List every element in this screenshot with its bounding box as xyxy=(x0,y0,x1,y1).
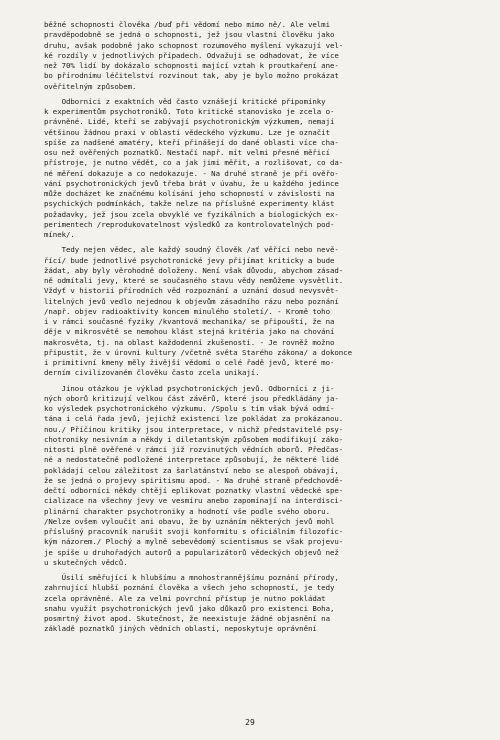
paragraph: Tedy nejen vědec, ale každý soudný člověk /ať věřící nebo nevě- řící/ bude jednotlivé psychotronické jevy přijímat kriticky a bude žádat, aby byly věrohodně doloženy. Není však důvodu, abychom zásad- ně odmítali jevy, které se současného stavu vědy nemůžeme vysvětlit. Vždyť v historii přírodních věd rozpoznání a uznání dosud nevysvět- litelných jevů vedlo nejednou k objevům zásadního rázu nebo poznání /např. objev radioaktivity koncem minulého století/. - Kromě toho i v rámci současné fyziky /kvantová mechanika/ se připouští, že na děje v mikrosvětě se nemohou klást stejná kritéria jako na chování makrosvěta, tj. na oblast každodenní zkušenosti. - Je rovněž možno připustit, že v úrovni kultury /včetně světa Starého zákona/ a dokonce i primitivní kmeny měly živější vědomí o celé řadě jevů, které mo- derním civilizovaném člověku často zcela unikají. xyxy=(44,245,352,378)
paragraph: běžné schopnosti člověka /buď při vědomí nebo mimo ně/. Ale velmi pravděpodobně se jedná o schopnosti, jež jsou vlastní člověku jako druhu, avšak podobně jako schopnost rozumového myšlení vykazují vel- ké rozdíly v jednotlivých případech. Odvažuji se odhadovat, že více než 70% lidí by dokázalo schopnosti mající vztah k proutkaření ane- bo přírodnímu léčitelství rozvinout tak, aby je bylo možno prokázat ověřitelným způsobem. xyxy=(44,20,344,91)
paragraph: Odborníci z exaktních věd často vznášejí kritické připomínky k experimentům psychotroniků. Toto kritické stanovisko je zcela o- právněné. Lidé, kteří se zabývají psychotronickým výzkumem, nemají většinou žádnou praxi v oblasti vědeckého výzkumu. Lze je označit spíše za nadšené amatéry, kteří přinášejí do dané oblasti více cha- osu než ověřených poznatků. Nestačí např. mít velmi přesné měřicí přístroje, je nutno vědět, co a jak jimi měřit, a rozlišovat, co da- né měření dokazuje a co nedokazuje. - Na druhé straně je při ověřo- vání psychotronických jevů třeba brát v úvahu, že u každého jedince může docházet ke značnému kolísání jeho schopností v závislosti na psychických podmínkách, takže nelze na příslušné experimenty klást požadavky, jež jsou zcela obvyklé ve fyzikálních a biologických ex- perimentech /reprodukovatelnost výsledků za kontrolovatelných pod- mínek/. xyxy=(44,96,344,239)
paragraph: Úsilí směřující k hlubšímu a mnohostrannějšímu poznání přírody, zahrnující hlubší poznání člověka a všech jeho schopností, je tedy zcela oprávněné. Ale za velmi povrchní přístup je nutno pokládat snahu využít psychotronických jevů jako důkazů pro existenci Boha, posmrtný život apod. Skutečnost, že neexistuje žádné objasnění na základě poznatků jiných vědních oblastí, neposkytuje oprávnění xyxy=(44,573,339,634)
page-number: 29 xyxy=(245,718,255,727)
paragraph: Jinou otázkou je výklad psychotronických jevů. Odborníci z ji- ných oborů kritizují velkou část závěrů, které jsou předkládány ja- ko výsledek psychotronického výzkumu. /Spolu s tím však bývá odmí- tána i celá řada jevů, jejichž existenci lze pokládat za prokázanou. nou./ Příčinou kritiky jsou interpretace, v nichž představitelé psy- chotroniky nesivním a někdy i diletantským způsobem modifikují záko- nitosti plně ověřené v rámci již rozvinutých vědních oborů. Předčas- né a nedostatečně podložené interpretace způsobují, že některé lidé pokládají celou záležitost za šarlatánství nebo se alespoň obávají, že se jedná o projevy spiritismu apod. - Na druhé straně předchovdě- dečtí odborníci někdy chtějí eplikovat poznatky vlastní vědecké spe- cializace na všechny jevy ve vesmíru anebo zapomínají na interdisci- plinární charakter psychotroniky a hodnotí vše podle svého oboru. /Nelze ovšem vyloučit ani obavu, že by uznáním některých jevů mohl příslušný pracovník narušit svoji konformitu s oficiálním filozofic- kým názorem./ Plochý a mylně sebevědomý scientismus se však projevu- je spíše u druhořadých autorů a popularizátorů vědeckých objevů než u skutečných vědců. xyxy=(44,383,344,567)
text-body xyxy=(44,20,474,635)
